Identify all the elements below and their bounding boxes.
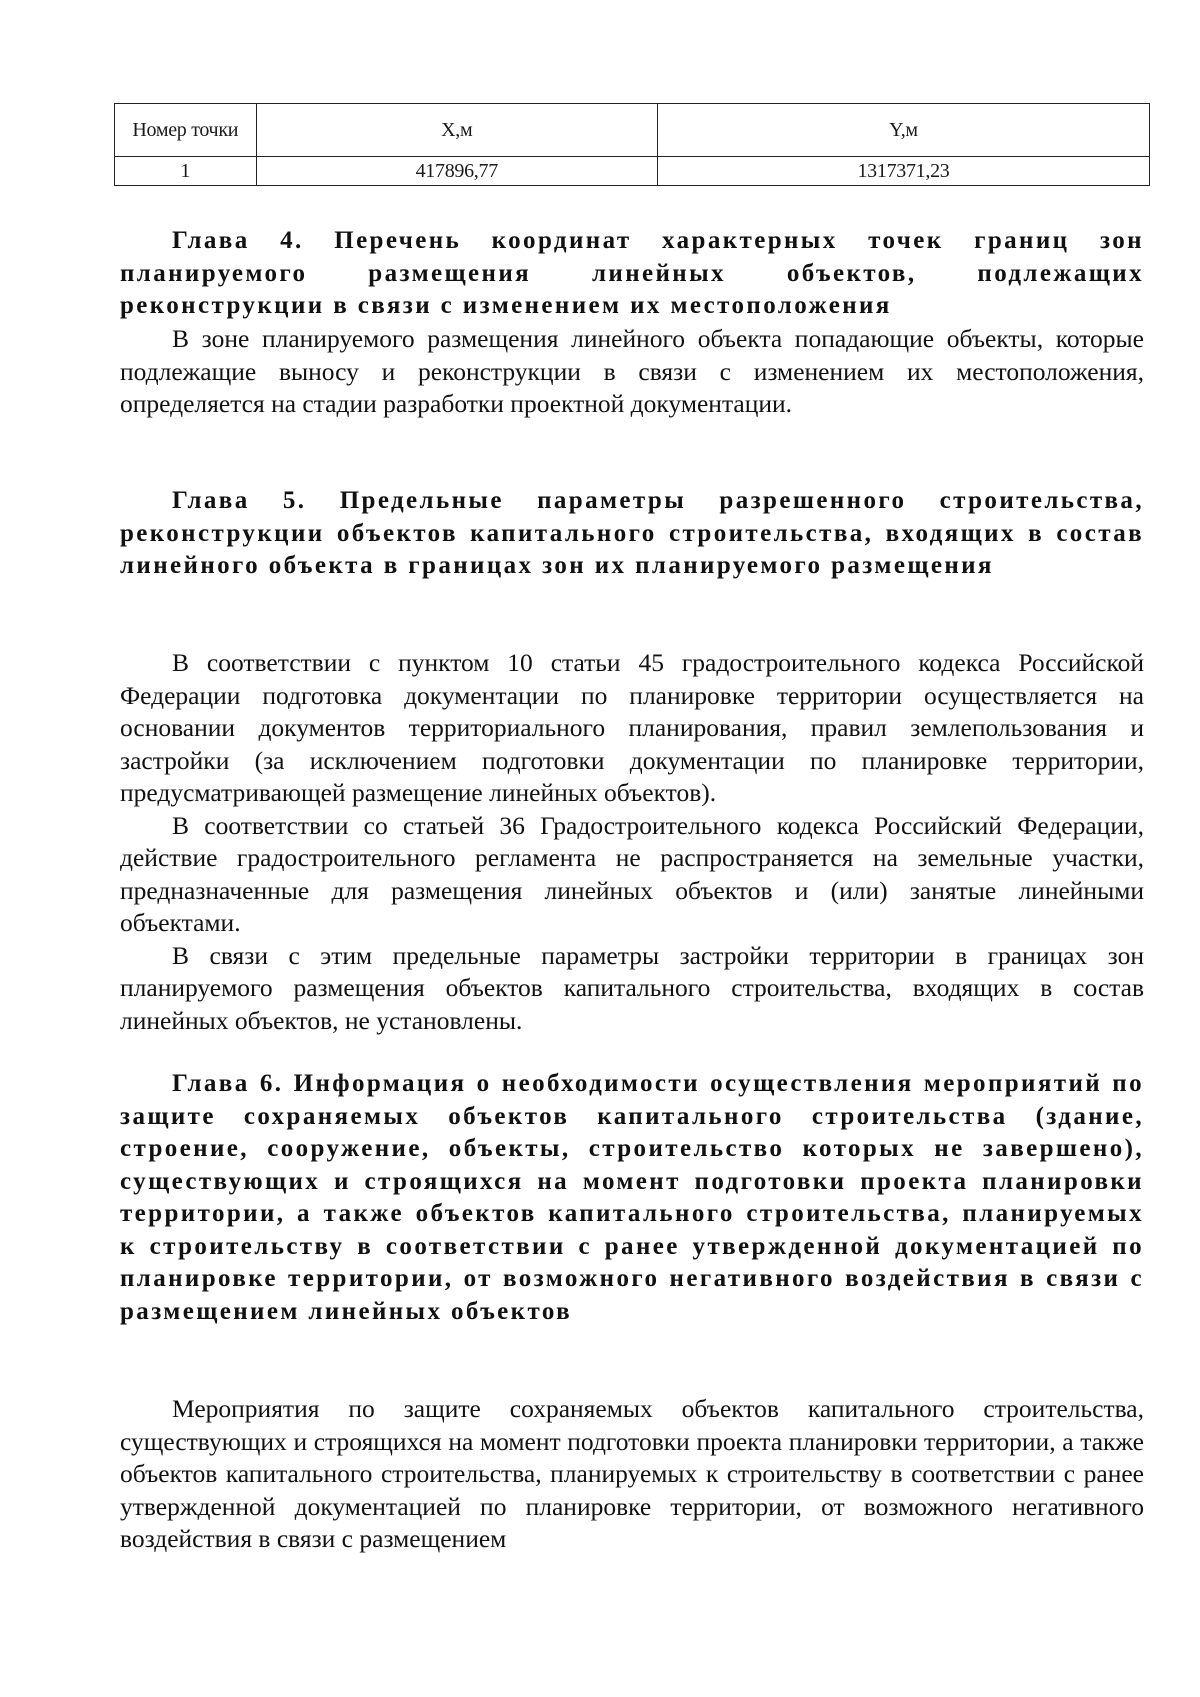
chapter-5-heading: Глава 5. Предельные параметры разрешенного строительства, реконструкции объектов капитального строительства, входящих в состав линейного объекта в границах зон их планируемого размещения [120, 487, 1144, 579]
chapter-4-heading: Глава 4. Перечень координат характерных точек границ зон планируемого размещения линейных объектов, подлежащих реконструкции в связи с изменением их местоположения [120, 227, 1144, 319]
chapter-4-body [120, 323, 1144, 421]
chapter-6-heading: Глава 6. Информация о необходимости осуществления мероприятий по защите сохраняемых объектов капитального строительства (здание, строение, сооружение, объекты, строительство которых не завершено), существующих и строящихся на момент подготовки проекта планировки территории, а также объектов капитального строительства, планируемых к строительству в соответствии с ранее утвержденной документацией по планировке территории, от возможного негативного воздействия в связи с размещением линейных объектов [120, 1070, 1144, 1325]
column-header-x: X,м [256, 104, 657, 157]
chapter-6-body [120, 1393, 1144, 1556]
chapter-5-body [120, 647, 1144, 1037]
chapter-5-paragraph-1: В соответствии с пунктом 10 статьи 45 градостроительного кодекса Российской Федерации подготовка документации по планировке территории осуществляется на основании документов территориального планирования, правил землепользования и застройки (за исключением подготовки документации по планировке территории, предусматривающей размещение линейных объектов). [120, 648, 1144, 807]
table-header-row [115, 104, 1150, 157]
column-header-y: Y,м [657, 104, 1149, 157]
cell-y: 1317371,23 [657, 157, 1149, 186]
chapter-6-paragraph: Мероприятия по защите сохраняемых объектов капитального строительства, существующих и строящихся на момент подготовки проекта планировки территории, а также объектов капитального строительства, планируемых к строительству в соответствии с ранее утвержденной документацией по планировке территории, от возможного негативного воздействия в связи с размещением [120, 1394, 1144, 1553]
chapter-4-paragraph: В зоне планируемого размещения линейного объекта попадающие объекты, которые подлежащие выносу и реконструкции в связи с изменением их местоположения, определяется на стадии разработки проектной документации. [120, 324, 1144, 418]
cell-x: 417896,77 [256, 157, 657, 186]
table-row [115, 157, 1150, 186]
cell-point-number: 1 [115, 157, 257, 186]
chapter-6-section [120, 1068, 1144, 1328]
chapter-5-section [120, 485, 1144, 583]
chapter-5-paragraph-2: В соответствии со статьей 36 Градостроительного кодекса Российский Федерации, действие градостроительного регламента не распространяется на земельные участки, предназначенные для размещения линейных объектов и (или) занятые линейными объектами. [120, 810, 1144, 937]
coordinates-table [114, 103, 1150, 186]
column-header-point-number: Номер точки [115, 104, 257, 157]
chapter-4-section [120, 225, 1144, 323]
chapter-5-paragraph-3: В связи с этим предельные параметры застройки территории в границах зон планируемого размещения объектов капитального строительства, входящих в состав линейных объектов, не установлены. [120, 940, 1144, 1035]
